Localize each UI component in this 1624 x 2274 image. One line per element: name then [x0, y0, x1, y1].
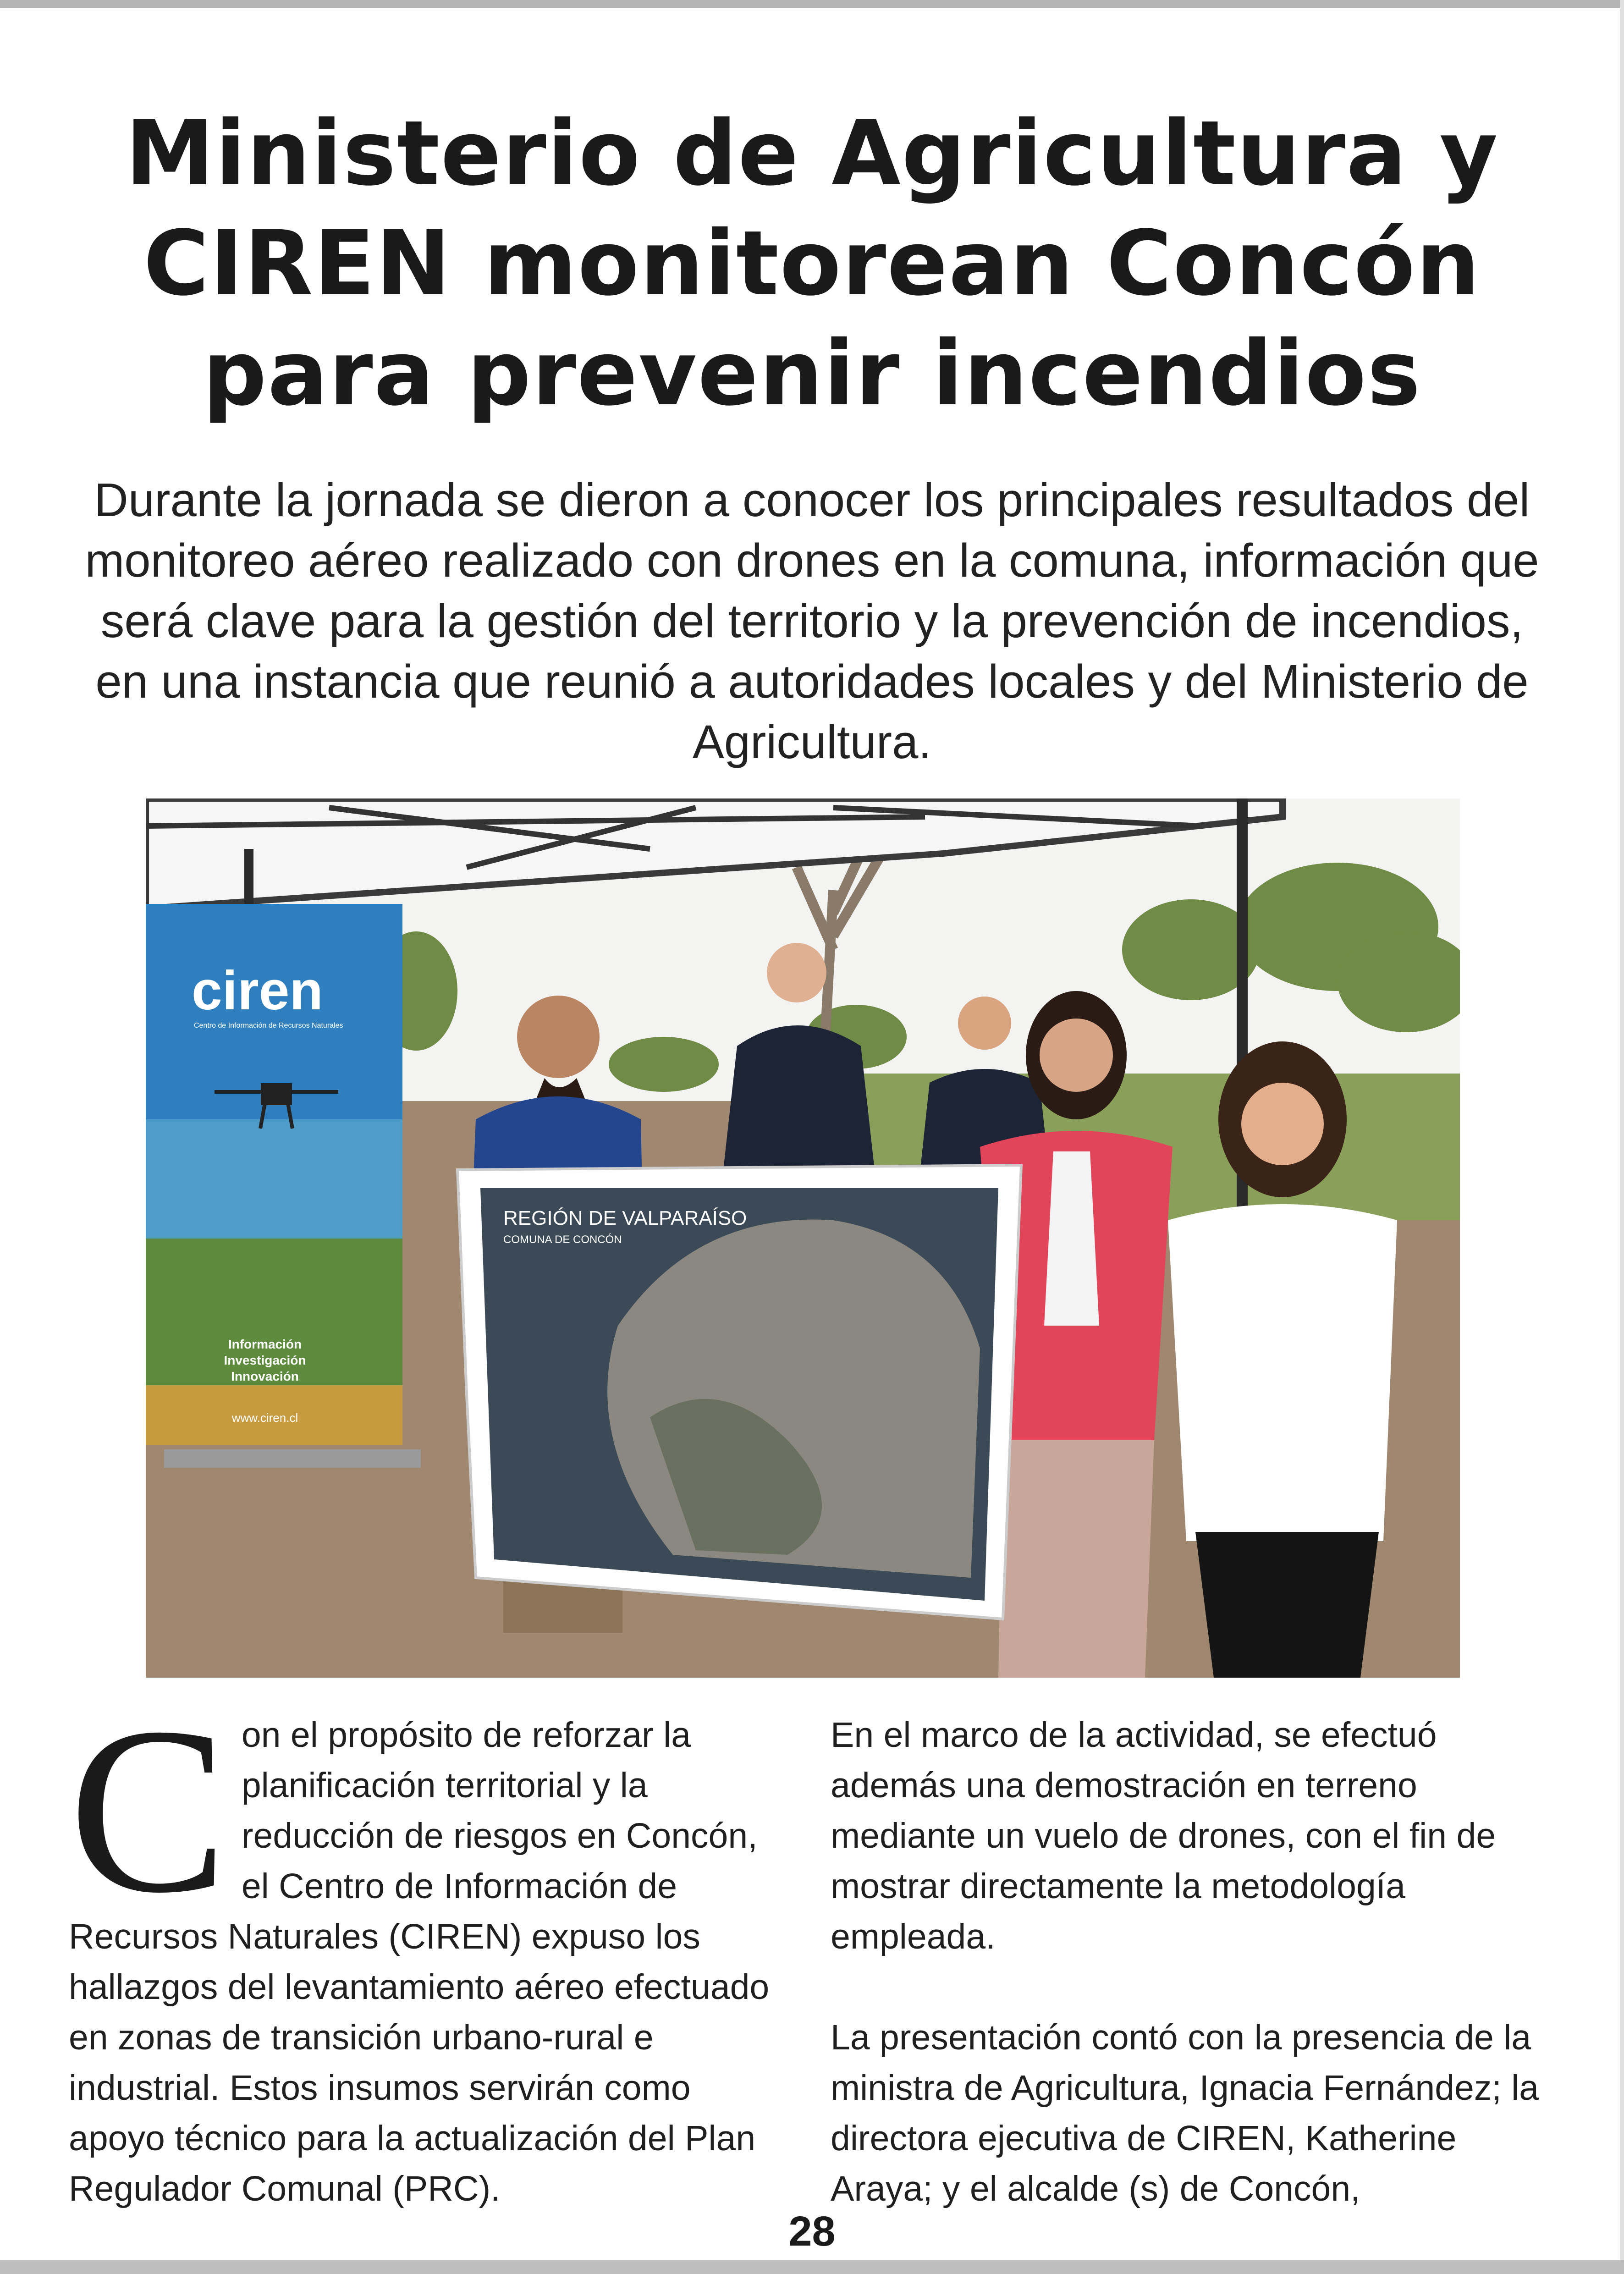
article-title: Ministerio de Agricultura y CIREN monitorean Concón para prevenir incendios [125, 101, 1499, 425]
banner-item-1: Información [228, 1337, 302, 1351]
body-column-left [69, 1679, 784, 2214]
bottom-border [0, 2260, 1624, 2274]
article-photo [146, 798, 1460, 1678]
map-title: REGIÓN DE VALPARAÍSO [503, 1207, 747, 1229]
body-column-right [831, 1710, 1564, 2214]
body-paragraph-3: La presentación contó con la presencia de la ministra de Agricultura, Ignacia Fernández; la directora ejecutiva de CIREN, Katherine Araya; y el alcalde (s) de Concón, [831, 2018, 1539, 2208]
banner-subtitle: Centro de Información de Recursos Naturales [194, 1022, 343, 1030]
banner-url: www.ciren.cl [231, 1411, 298, 1425]
article-lead: Durante la jornada se dieron a conocer los principales resultados del monitoreo aéreo realizado con drones en la comuna, información que será clave para la gestión del territorio y la prevención de incendios, en una instancia que reunió a autoridades locales y del Ministerio de Agricultura. [85, 474, 1539, 768]
satellite-map [457, 1165, 1021, 1619]
top-border [0, 0, 1624, 8]
map-subtitle: COMUNA DE CONCÓN [503, 1233, 622, 1246]
banner-item-2: Investigación [224, 1353, 306, 1367]
page-number: 28 [788, 2208, 836, 2255]
banner-logo: ciren [192, 960, 323, 1021]
body-paragraph-1: on el propósito de reforzar la planificación territorial y la reducción de riesgos en Concón, el Centro de Información de Recursos Naturales (CIREN) expuso los hallazgos del levantamiento aéreo efectuado en zonas de transición urbano-rural e industrial. Estos insumos servirán como apoyo técnico para la actualización del Plan Regulador Comunal (PRC). [69, 1715, 770, 2208]
right-border [1620, 0, 1624, 2274]
banner-item-3: Innovación [231, 1369, 299, 1383]
drop-cap: C [69, 1679, 228, 1942]
body-paragraph-2: En el marco de la actividad, se efectuó además una demostración en terreno mediante un vuelo de drones, con el fin de mostrar directamente la metodología empleada. [831, 1715, 1496, 1956]
ciren-banner [146, 904, 421, 1468]
